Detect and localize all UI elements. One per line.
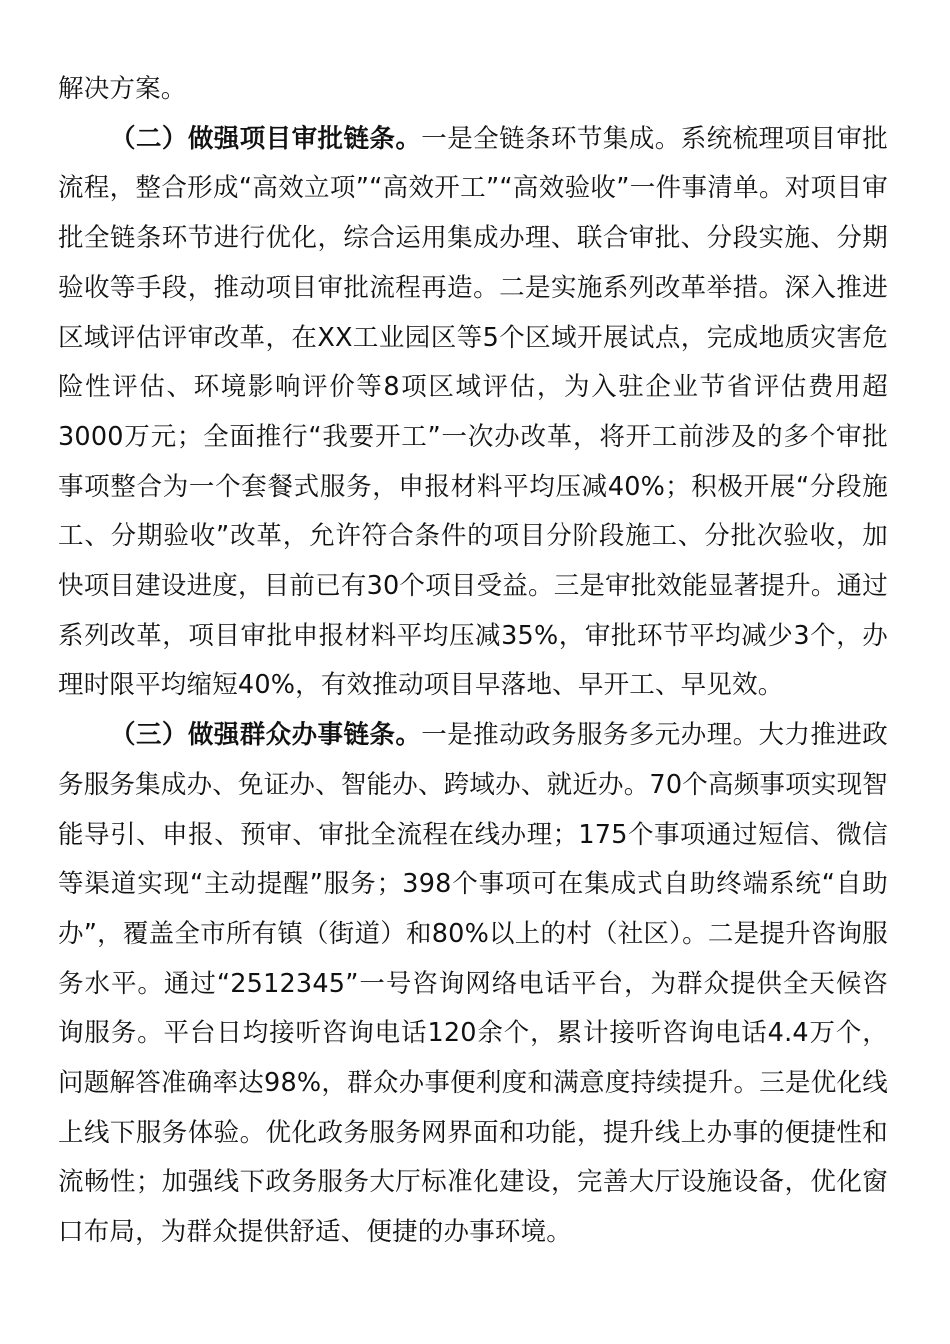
paragraph-project-approval bbox=[58, 115, 888, 711]
paragraph-intro-tail bbox=[58, 65, 888, 115]
paragraph-text: 一是推动政务服务多元办理。大力推进政务服务集成办、免证办、智能办、跨域办、就近办。70个高频事项实现智能导引、申报、预审、审批全流程在线办理；175个事项通过短信、微信等渠道实现“主动提醒”服务；398个事项可在集成式自助终端系统“自助办”，覆盖全市所有镇（街道）和80%以上的村（社区）。二是提升咨询服务水平。通过“2512345”一号咨询网络电话平台，为群众提供全天候咨询服务。平台日均接听咨询电话120余个，累计接听咨询电话4.4万个，问题解答准确率达98%，群众办事便利度和满意度持续提升。三是优化线上线下服务体验。优化政务服务网界面和功能，提升线上办事的便捷性和流畅性；加强线下政务服务大厅标准化建设，完善大厅设施设备，优化窗口布局，为群众提供舒适、便捷的办事环境。 bbox=[58, 720, 888, 1248]
document-body bbox=[58, 65, 888, 1258]
paragraph-text: 解决方案。 bbox=[58, 74, 187, 104]
section-heading-public-services: （三）做强群众办事链条。 bbox=[110, 720, 422, 751]
section-heading-project-approval: （二）做强项目审批链条。 bbox=[110, 123, 422, 154]
paragraph-text: 一是全链条环节集成。系统梳理项目审批流程，整合形成“高效立项”“高效开工”“高效验收”一件事清单。对项目审批全链条环节进行优化，综合运用集成办理、联合审批、分段实施、分期验收等手段，推动项目审批流程再造。二是实施系列改革举措。深入推进区域评估评审改革，在XX工业园区等5个区域开展试点，完成地质灾害危险性评估、环境影响评价等8项区域评估，为入驻企业节省评估费用超3000万元；全面推行“我要开工”一次办改革，将开工前涉及的多个审批事项整合为一个套餐式服务，申报材料平均压减40%；积极开展“分段施工、分期验收”改革，允许符合条件的项目分阶段施工、分批次验收，加快项目建设进度，目前已有30个项目受益。三是审批效能显著提升。通过系列改革，项目审批申报材料平均压减35%，审批环节平均减少3个，办理时限平均缩短40%，有效推动项目早落地、早开工、早见效。 bbox=[58, 123, 888, 701]
paragraph-public-services bbox=[58, 711, 888, 1258]
